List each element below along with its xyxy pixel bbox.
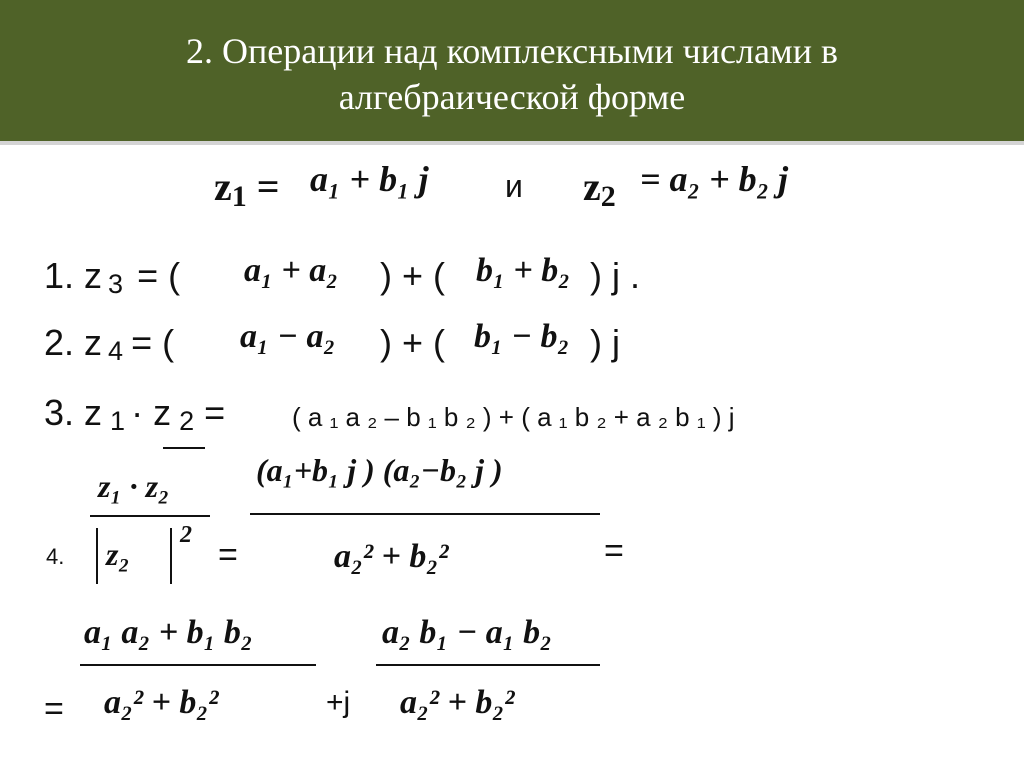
item-2-imag-diff: b₁ − b₂: [474, 318, 570, 355]
banner-underline: [0, 141, 1024, 145]
real-part-denominator: a₂² + b₂²: [104, 684, 219, 721]
conjugate-bar: [163, 447, 205, 449]
z1-definition: z1 =: [214, 164, 280, 213]
item-3-expression: ( a ₁ a ₂ – b ₁ b ₂ ) + ( a ₁ b ₂ + a ₂ b ₁ ) j: [292, 402, 735, 432]
lhs-fraction-bar: [90, 515, 210, 517]
item-3: 3. z 1 · z 2 =: [44, 392, 226, 437]
item-4-equals-2: =: [604, 532, 624, 570]
plus-j: +j: [326, 686, 351, 719]
z2-definition: z2: [583, 164, 616, 213]
item-1: 1. z 3 = (: [44, 255, 181, 300]
item-4-number: 4.: [46, 544, 65, 569]
item-4-rhs-denominator: a₂² + b₂²: [334, 538, 449, 575]
abs-bar-left: [96, 528, 98, 584]
item-4-rhs-numerator: (a₁+b₁ j ) (a₂−b₂ j ): [256, 452, 503, 488]
item-1-real-sum: a₁ + a₂: [244, 252, 339, 289]
rhs-fraction-bar: [250, 513, 600, 515]
item-2-end: ) j: [590, 322, 620, 363]
and-word: и: [505, 168, 523, 204]
imag-part-denominator: a₂² + b₂²: [400, 684, 515, 721]
item-1-plus: ) + (: [380, 255, 446, 296]
item-2-plus: ) + (: [380, 322, 446, 363]
real-part-numerator: a₁ a₂ + b₁ b₂: [84, 614, 253, 651]
item-1-end: ) j .: [590, 255, 640, 296]
title-line-2: алгебраической форме: [338, 77, 686, 117]
slide-title: [0, 28, 1024, 120]
final-equals: =: [44, 690, 64, 728]
item-4-lhs-denominator: z₂: [106, 536, 130, 572]
real-part-bar: [80, 664, 316, 666]
imag-part-numerator: a₂ b₁ − a₁ b₂: [382, 614, 553, 651]
item-4-lhs-power: 2: [180, 522, 192, 548]
abs-bar-right: [170, 528, 172, 584]
item-4-lhs-numerator: z₁ · z₂: [98, 468, 170, 504]
item-1-imag-sum: b₁ + b₂: [476, 252, 571, 289]
item-2: 2. z 4 = (: [44, 322, 175, 367]
item-2-real-diff: a₁ − a₂: [240, 318, 336, 355]
imag-part-bar: [376, 664, 600, 666]
z1-expression: a₁ + b₁ j: [310, 159, 429, 199]
item-4-equals: =: [218, 536, 238, 574]
z2-expression: = a₂ + b₂ j: [640, 159, 789, 199]
title-line-1: 2. Операции над комплексными числами в: [186, 31, 838, 71]
